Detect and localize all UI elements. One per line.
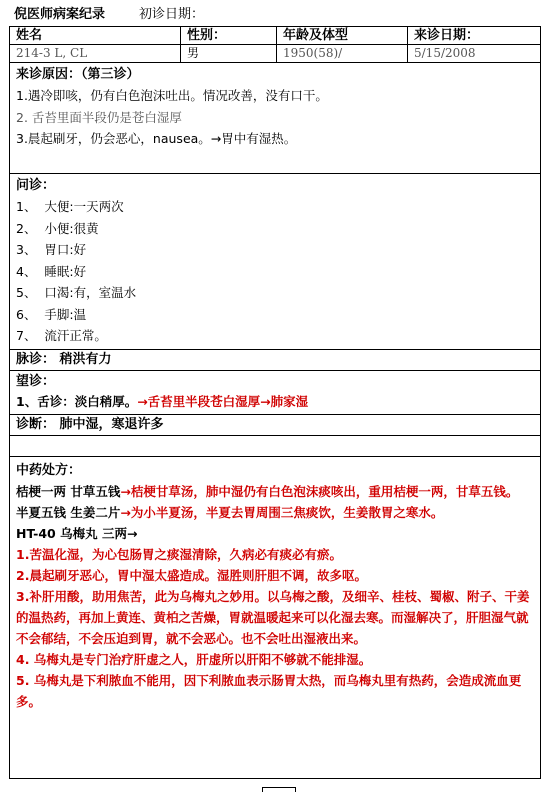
prescription-item-2	[16, 502, 534, 523]
record-table	[9, 26, 541, 779]
sex-value: 男	[181, 45, 277, 63]
inquiry-item	[16, 304, 534, 326]
prescription-note: 5. 乌梅丸是下利脓血不能用，因下利脓血表示肠胃太热，而乌梅丸里有热药，会造成流血更多。	[16, 673, 522, 709]
empty-row	[10, 436, 541, 457]
inquiry-item-num: 5、	[16, 285, 37, 300]
inquiry-item-text: 手脚:温	[44, 306, 87, 322]
inquiry-row	[10, 174, 541, 350]
diagnosis-row	[10, 415, 541, 436]
prescription-title: 中药处方：	[16, 463, 82, 478]
prescription-note: 1.苦温化湿，为心包肠胃之痰湿清除，久病必有痰必有瘀。	[16, 547, 342, 562]
observation-title: 望诊：	[16, 374, 56, 389]
inquiry-item	[16, 325, 534, 347]
visit-date-value: 5/15/2008	[408, 45, 541, 63]
inquiry-cell	[10, 174, 541, 350]
visit-reason-line-3-text: 3.晨起刷牙，仍会恶心，nausea。	[16, 131, 211, 146]
tongue-diagnosis: 1、舌诊：淡白稍厚。	[16, 394, 138, 409]
prescription-item-1	[16, 481, 534, 502]
tongue-diagnosis-note: →舌苔里半段苍白湿厚→肺家湿	[137, 394, 309, 409]
inquiry-title: 问诊：	[16, 178, 56, 193]
inquiry-item	[16, 261, 534, 283]
prescription-note: 3.补肝用酸，助用焦苦，此为乌梅丸之妙用。以乌梅之酸，及细辛、桂枝、蜀椒、附子、干姜的温热药，再加上黄连、黄柏之苦燥，胃就温暖起来可以化湿去寒。而湿解决了，肝胆湿气就不会郁结，不会压迫到胃，就不会恶心。也不会吐出湿液出来。	[16, 589, 530, 646]
observation-line	[16, 392, 534, 412]
page-tab-marker	[262, 787, 296, 792]
visit-reason-row	[10, 63, 541, 174]
diagnosis: 诊断： 肺中湿，寒退许多	[10, 415, 541, 436]
inquiry-item-num: 6、	[16, 306, 37, 322]
pulse-row	[10, 350, 541, 371]
pulse-diagnosis: 脉诊： 稍洪有力	[10, 350, 541, 371]
visit-date-header: 来诊日期：	[408, 27, 541, 45]
herb-combo-1-note: →桔梗甘草汤，肺中湿仍有白色泡沫痰咳出，重用桔梗一两，甘草五钱。	[120, 484, 519, 499]
visit-reason-line-3-arrow: →胃中有湿热。	[210, 131, 297, 146]
visit-reason-cell	[10, 63, 541, 174]
visit-reason-line-3	[16, 128, 534, 150]
inquiry-item-text: 小便:很黄	[44, 220, 99, 236]
age-value: 1950(58)/	[277, 45, 408, 63]
prescription-note: 4. 乌梅丸是专门治疗肝虚之人，肝虚所以肝阳不够就不能排湿。	[16, 652, 372, 667]
spacer-row	[10, 436, 541, 457]
inquiry-item	[16, 239, 534, 261]
info-value-row	[10, 45, 541, 63]
record-title: 倪医师病案纪录	[14, 7, 106, 22]
prescription-item-3: HT-40 乌梅丸 三两→	[16, 526, 138, 541]
inquiry-item-num: 7、	[16, 328, 37, 343]
herb-combo-2: 半夏五钱 生姜二片	[16, 505, 121, 520]
inquiry-item	[16, 282, 534, 304]
observation-row	[10, 371, 541, 415]
info-header-row	[10, 27, 541, 45]
inquiry-item-text: 睡眠:好	[44, 263, 87, 279]
inquiry-item-num: 3、	[16, 242, 37, 257]
sex-header: 性别：	[181, 27, 277, 45]
inquiry-item-num: 1、	[16, 199, 37, 214]
inquiry-item-num: 2、	[16, 220, 37, 236]
first-visit-date-label: 初诊日期：	[139, 7, 205, 22]
inquiry-item-text: 大便:一天两次	[44, 199, 124, 214]
visit-reason-line-1: 1.遇冷即咳，仍有白色泡沫吐出。情况改善，没有口干。	[16, 88, 328, 103]
age-header: 年龄及体型	[277, 27, 408, 45]
record-header	[14, 6, 204, 26]
inquiry-item-text: 口渴:有，室温水	[44, 285, 137, 300]
visit-reason-line-2: 2. 舌苔里面半段仍是苍白湿厚	[16, 109, 182, 125]
prescription-note: 2.晨起刷牙恶心，胃中湿太盛造成。湿胜则肝胆不调，故多呕。	[16, 568, 367, 583]
patient-id-value: 214-3 L, CL	[10, 45, 181, 63]
herb-combo-1: 桔梗一两 甘草五钱	[16, 484, 121, 499]
inquiry-item-text: 流汗正常。	[44, 328, 107, 343]
observation-cell	[10, 371, 541, 415]
visit-reason-title: 来诊原因：（第三诊）	[16, 67, 140, 82]
name-header: 姓名	[10, 27, 181, 45]
prescription-cell	[10, 457, 541, 779]
herb-combo-2-note: →为小半夏汤，半夏去胃周围三焦痰饮，生姜散胃之寒水。	[120, 505, 444, 520]
inquiry-item-text: 胃口:好	[44, 242, 87, 257]
inquiry-item-num: 4、	[16, 263, 37, 279]
inquiry-item	[16, 218, 534, 240]
inquiry-item	[16, 196, 534, 218]
prescription-row	[10, 457, 541, 779]
